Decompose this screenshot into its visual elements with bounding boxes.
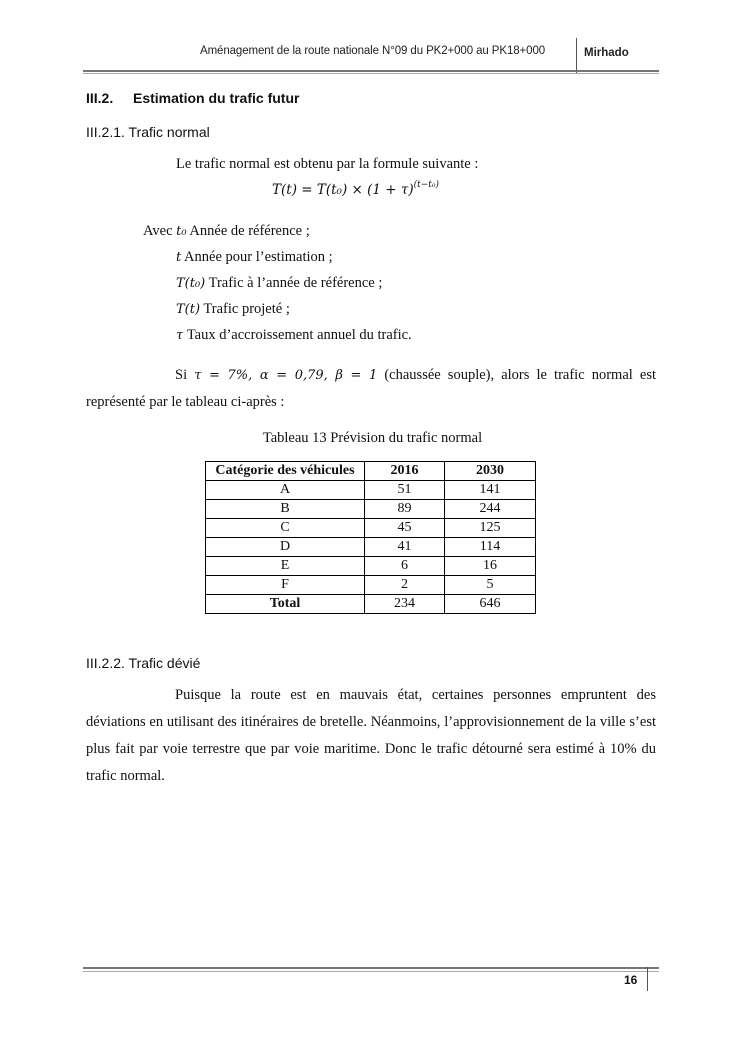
table-cell: 125: [445, 519, 536, 538]
table-cell: 244: [445, 500, 536, 519]
definition-1: [176, 248, 333, 267]
section-heading: [86, 90, 299, 106]
definition-symbol: T(t₀): [176, 276, 206, 291]
definition-text: Trafic à l’année de référence ;: [205, 275, 383, 291]
table-cell: 41: [365, 538, 445, 557]
table-total-label: Total: [206, 595, 365, 614]
table-row: [206, 538, 536, 557]
subsection-heading-2: III.2.2. Trafic dévié: [86, 655, 201, 671]
footer-divider: [647, 967, 648, 991]
definition-prefix: Avec: [143, 223, 177, 239]
table-row: [206, 500, 536, 519]
definition-text: Taux d’accroissement annuel du trafic.: [183, 327, 412, 343]
table-row: [206, 519, 536, 538]
header-author: Mirhado: [584, 47, 629, 59]
table-row: [206, 576, 536, 595]
table-row: [206, 557, 536, 576]
table-cell: 6: [365, 557, 445, 576]
params-paragraph: [86, 362, 656, 416]
definition-symbol: t₀: [176, 224, 187, 239]
definition-text: Trafic projeté ;: [200, 301, 290, 317]
subsection-heading-1: III.2.1. Trafic normal: [86, 124, 210, 140]
formula-main: T(t) = T(t₀) × (1 + τ): [272, 182, 414, 198]
footer-rule-thin: [83, 971, 659, 972]
table-cell: 16: [445, 557, 536, 576]
definition-0: [143, 222, 310, 241]
traffic-table: [205, 461, 536, 614]
table-cell: 51: [365, 481, 445, 500]
section-title: Estimation du trafic futur: [133, 90, 300, 106]
table-cell: 2: [365, 576, 445, 595]
params-text: (chaussée souple), alors le trafic normal est représenté par le tableau ci-après :: [86, 367, 656, 410]
definition-text: Année de référence ;: [186, 223, 310, 239]
table-caption: Tableau 13 Prévision du trafic normal: [262, 430, 483, 446]
header-title: Aménagement de la route nationale N°09 du PK2+000 au PK18+000: [200, 45, 546, 57]
definition-symbol: τ: [176, 328, 184, 343]
table-cell: B: [206, 500, 365, 519]
deviated-traffic-paragraph: [86, 682, 656, 790]
definition-symbol: t: [176, 250, 182, 265]
header-divider: [576, 38, 577, 74]
definition-2: [176, 274, 382, 293]
definition-symbol: T(t): [176, 302, 201, 317]
definition-3: [176, 300, 290, 319]
table-total-cell: 234: [365, 595, 445, 614]
table-cell: C: [206, 519, 365, 538]
params-math: τ = 7%, α = 0,79, β = 1: [194, 368, 378, 383]
table-cell: A: [206, 481, 365, 500]
footer-rule: [83, 967, 659, 969]
table-cell: D: [206, 538, 365, 557]
table-cell: 89: [365, 500, 445, 519]
header-rule: [83, 70, 659, 72]
paragraph-text: Puisque la route est en mauvais état, certaines personnes empruntent des déviations en utilisant des itinéraires de bretelle. Néanmoins, l’approvisionnement de la ville s’est plus fait par voie terrestre que par voie maritime. Donc le trafic détourné sera estimé à 10% du trafic normal.: [86, 687, 656, 784]
intro-text: Le trafic normal est obtenu par la formule suivante :: [176, 156, 479, 172]
header-rule-thin: [83, 73, 659, 74]
table-header-cell: 2016: [365, 462, 445, 481]
table-row: [206, 481, 536, 500]
table-header-row: [206, 462, 536, 481]
definition-4: [176, 326, 412, 345]
table-cell: 45: [365, 519, 445, 538]
table-header-cell: Catégorie des véhicules: [206, 462, 365, 481]
table-cell: 114: [445, 538, 536, 557]
definition-text: Année pour l’estimation ;: [181, 249, 333, 265]
formula: [272, 180, 439, 198]
table-header-cell: 2030: [445, 462, 536, 481]
params-si: Si: [175, 367, 195, 383]
table-cell: 141: [445, 481, 536, 500]
table-cell: E: [206, 557, 365, 576]
table-cell: F: [206, 576, 365, 595]
page-number: 16: [624, 973, 638, 987]
table-total-cell: 646: [445, 595, 536, 614]
formula-exponent: (t−t₀): [413, 180, 440, 190]
table-cell: 5: [445, 576, 536, 595]
section-number: III.2.: [86, 90, 114, 106]
table-total-row: [206, 595, 536, 614]
